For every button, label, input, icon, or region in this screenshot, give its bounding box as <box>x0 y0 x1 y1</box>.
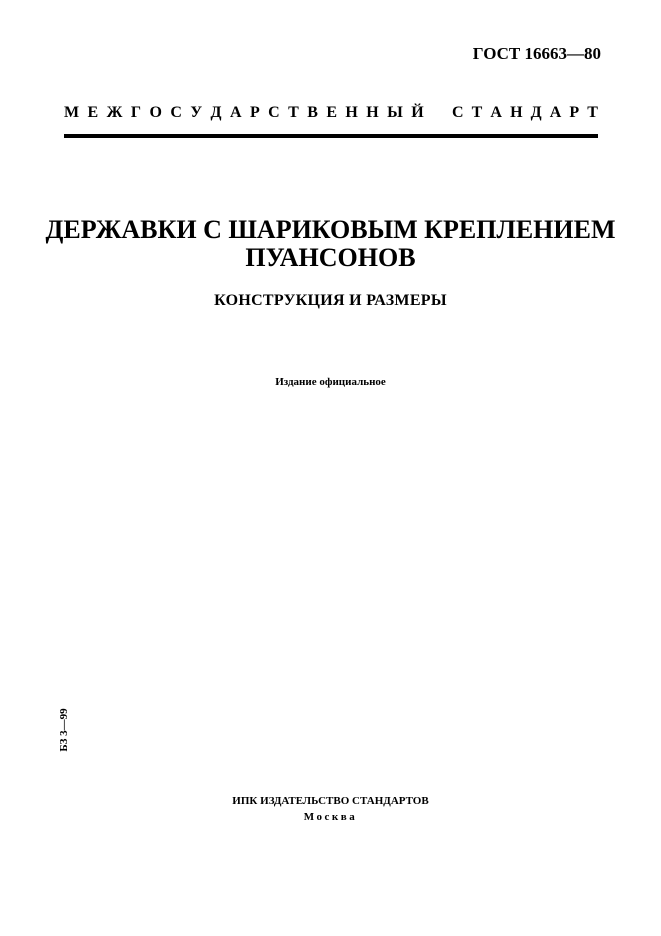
standard-type-letter: Ы <box>387 104 403 121</box>
standard-type-letter: О <box>149 104 162 121</box>
standard-type-letter: Т <box>288 104 299 121</box>
standard-type-letter: А <box>490 104 502 121</box>
standard-type-heading <box>64 104 598 122</box>
standard-type-letter: Д <box>530 104 542 121</box>
standard-type-letter: М <box>64 104 80 121</box>
document-title-line-1: ДЕРЖАВКИ С ШАРИКОВЫМ КРЕПЛЕНИЕМ <box>45 215 616 244</box>
standard-type-letter: Д <box>210 104 222 121</box>
standard-type-word-standard <box>452 104 598 122</box>
edition-note: Издание официальное <box>275 376 386 388</box>
standard-type-letter: Т <box>471 104 483 121</box>
standard-type-word-interstate <box>64 104 424 122</box>
standard-type-letter: Т <box>587 104 598 121</box>
standard-type-letter: Р <box>249 104 260 121</box>
standard-type-letter: В <box>307 104 318 121</box>
standard-type-letter: С <box>452 104 464 121</box>
standard-type-letter: Н <box>366 104 379 121</box>
standard-type-letter: Н <box>510 104 523 121</box>
standard-type-letter: У <box>190 104 203 121</box>
document-subtitle: КОНСТРУКЦИЯ И РАЗМЕРЫ <box>214 292 447 309</box>
publisher-name: ИПК ИЗДАТЕЛЬСТВО СТАНДАРТОВ <box>232 795 429 807</box>
standard-type-letter: А <box>229 104 242 121</box>
document-title-line-2: ПУАНСОНОВ <box>245 243 416 272</box>
standard-type-letter: С <box>170 104 182 121</box>
standard-type-letter: Й <box>411 104 424 121</box>
document-number: ГОСТ 16663—80 <box>472 44 601 63</box>
header-divider <box>64 134 598 138</box>
standard-type-letter: А <box>549 104 562 121</box>
document-title <box>40 216 621 272</box>
standard-type-letter: Г <box>130 104 142 121</box>
standard-type-letter: Н <box>345 104 358 121</box>
standard-type-letter: Р <box>569 104 580 121</box>
side-code: БЗ 3—99 <box>58 708 70 752</box>
standard-type-letter: Е <box>87 104 99 121</box>
standard-type-letter: Ж <box>106 104 123 121</box>
standard-type-letter: Е <box>326 104 337 121</box>
standard-type-letter: С <box>268 104 280 121</box>
publisher-city: Москва <box>303 811 358 823</box>
